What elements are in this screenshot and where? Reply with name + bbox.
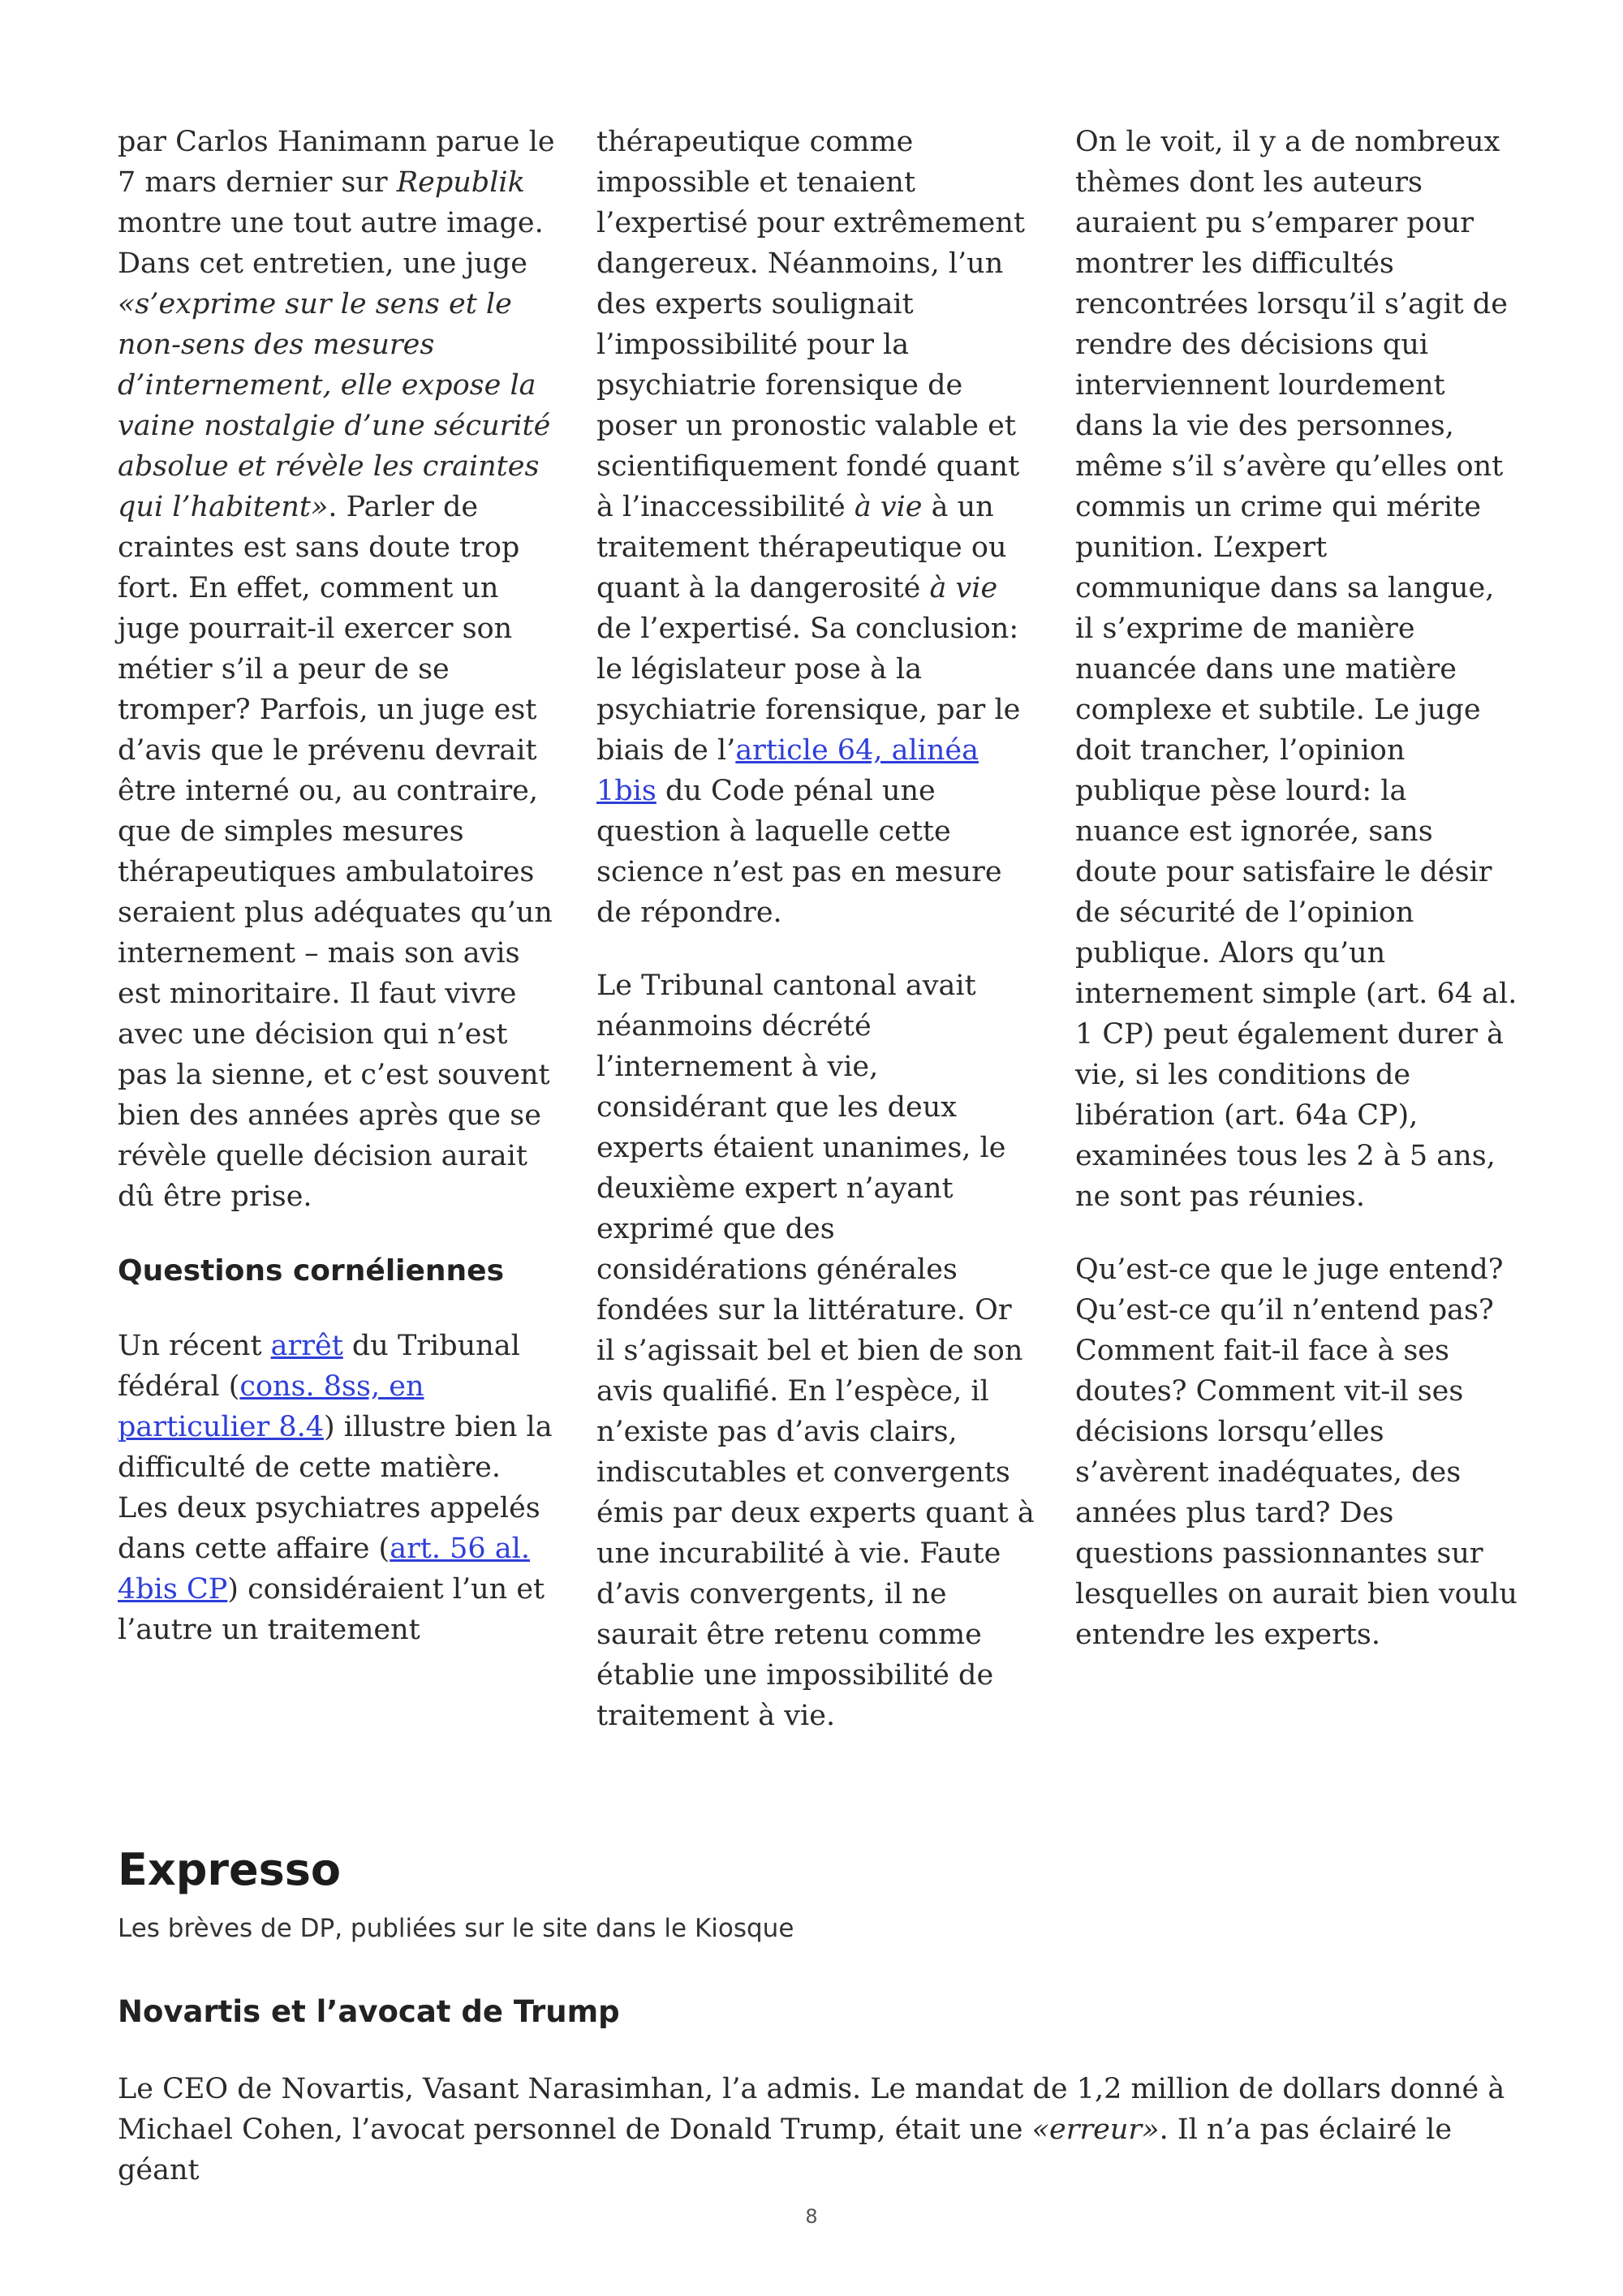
publication-name: Republik xyxy=(396,166,525,199)
col2-paragraph-2: Le Tribunal cantonal avait néanmoins décrété l’internement à vie, considérant que les deux experts étaient unanimes, le deuxième expert n’ayant exprimé que des considérations générales fondées sur la littérature. Or il s’agissait bel et bien de son avis qualifié. En l’espèce, il n’existe pas d’avis clairs, indiscutables et convergents émis par deux experts quant à une incurabilité à vie. Faute d’avis convergents, il ne saurait être retenu comme établie une impossibilité de traitement à vie. xyxy=(596,970,1035,1732)
col1-paragraph-2 xyxy=(118,1326,560,1650)
emphasis: à vie xyxy=(854,491,923,523)
text-run: par Carlos Hanimann parue le 7 mars dernier sur xyxy=(118,126,555,199)
text-run: de l’expertisé. Sa conclusion: le législateur pose à la psychiatrie forensique, par le biais de l’ xyxy=(596,613,1021,767)
article-body xyxy=(118,2069,1530,2191)
arret-link[interactable]: arrêt xyxy=(270,1330,343,1362)
col3-paragraph-2: Qu’est-ce que le juge entend? Qu’est-ce qu’il n’entend pas? Comment fait-il face à ses doutes? Comment vit-il ses décisions lorsqu’elles s’avèrent inadéquates, des années plus tard? Des questions passionnantes sur lesquelles on aurait bien voulu entendre les experts. xyxy=(1075,1253,1518,1651)
page-number: 8 xyxy=(805,2205,818,2228)
text-run: thérapeutique comme impossible et tenaient l’expertisé pour extrêmement dangereux. Néanmoins, l’un des experts soulignait l’impossibilité pour la psychiatrie forensique de poser un pronostic valable et scientifiquement fondé quant à l’inaccessibilité xyxy=(596,126,1025,523)
text-run: ) considéraient l’un et l’autre un traitement xyxy=(118,1573,545,1646)
text-run: . Il n’a pas éclairé le géant xyxy=(118,2113,1453,2186)
text-run: du Code pénal une question à laquelle cette science n’est pas en mesure de répondre. xyxy=(596,775,1002,929)
text-run: ) illustre bien la difficulté de cette matière. Les deux psychiatres appelés dans cette affaire ( xyxy=(118,1411,553,1565)
expresso-section-subtitle: Les brèves de DP, publiées sur le site dans le Kiosque xyxy=(118,1914,794,1943)
col2-paragraph-1 xyxy=(596,122,1039,933)
text-run: montre une tout autre image. Dans cet entretien, une juge xyxy=(118,207,544,280)
expresso-section-title: Expresso xyxy=(118,1844,342,1895)
col3-paragraph-1: On le voit, il y a de nombreux thèmes dont les auteurs auraient pu s’emparer pour montrer les difficultés rencontrées lorsqu’il s’agit de rendre des décisions qui interviennent lourdement dans la vie des personnes, même s’il s’avère qu’elles ont commis un crime qui mérite punition. L’expert communique dans sa langue, il s’exprime de manière nuancée dans une matière complexe et subtile. Le juge doit trancher, l’opinion publique pèse lourd: la nuance est ignorée, sans doute pour satisfaire le désir de sécurité de l’opinion publique. Alors qu’un internement simple (art. 64 al. 1 CP) peut également durer à vie, si les conditions de libération (art. 64a CP), examinées tous les 2 à 5 ans, ne sont pas réunies. xyxy=(1075,126,1518,1213)
emphasis: à vie xyxy=(929,572,998,604)
section-heading: Questions cornéliennes xyxy=(118,1254,505,1288)
text-run: du Tribunal fédéral ( xyxy=(118,1330,520,1403)
article-title: Novartis et l’avocat de Trump xyxy=(118,1994,620,2029)
emphasis: «erreur» xyxy=(1031,2113,1160,2146)
text-run: Le CEO de Novartis, Vasant Narasimhan, l’a admis. Le mandat de 1,2 million de dollars donné à Michael Cohen, l’avocat personnel de Donald Trump, était une xyxy=(118,2073,1505,2146)
text-column-2 xyxy=(596,122,1039,1736)
article-64-link[interactable]: article 64, alinéa 1bis xyxy=(596,734,979,807)
judge-quote: «s’exprime sur le sens et le non-sens des mesures d’internement, elle expose la vaine nostalgie d’une sécurité absolue et révèle les craintes qui l’habitent» xyxy=(118,288,551,523)
art-56-link[interactable]: art. 56 al. 4bis CP xyxy=(118,1533,530,1606)
text-run: Un récent xyxy=(118,1330,271,1362)
text-column-1 xyxy=(118,122,560,1650)
considerants-link[interactable]: cons. 8ss, en particulier 8.4 xyxy=(118,1370,424,1443)
text-column-3 xyxy=(1075,122,1518,1655)
text-run: . Parler de craintes est sans doute trop fort. En effet, comment un juge pourrait-il exercer son métier s’il a peur de se tromper? Parfois, un juge est d’avis que le prévenu devrait être interné ou, au contraire, que de simples mesures thérapeutiques ambulatoires seraient plus adéquates qu’un internement – mais son avis est minoritaire. Il faut vivre avec une décision qui n’est pas la sienne, et c’est souvent bien des années après que se révèle quelle décision aurait dû être prise. xyxy=(118,491,553,1213)
col1-paragraph-1 xyxy=(118,122,560,1217)
text-run: à un traitement thérapeutique ou quant à la dangerosité xyxy=(596,491,1007,604)
